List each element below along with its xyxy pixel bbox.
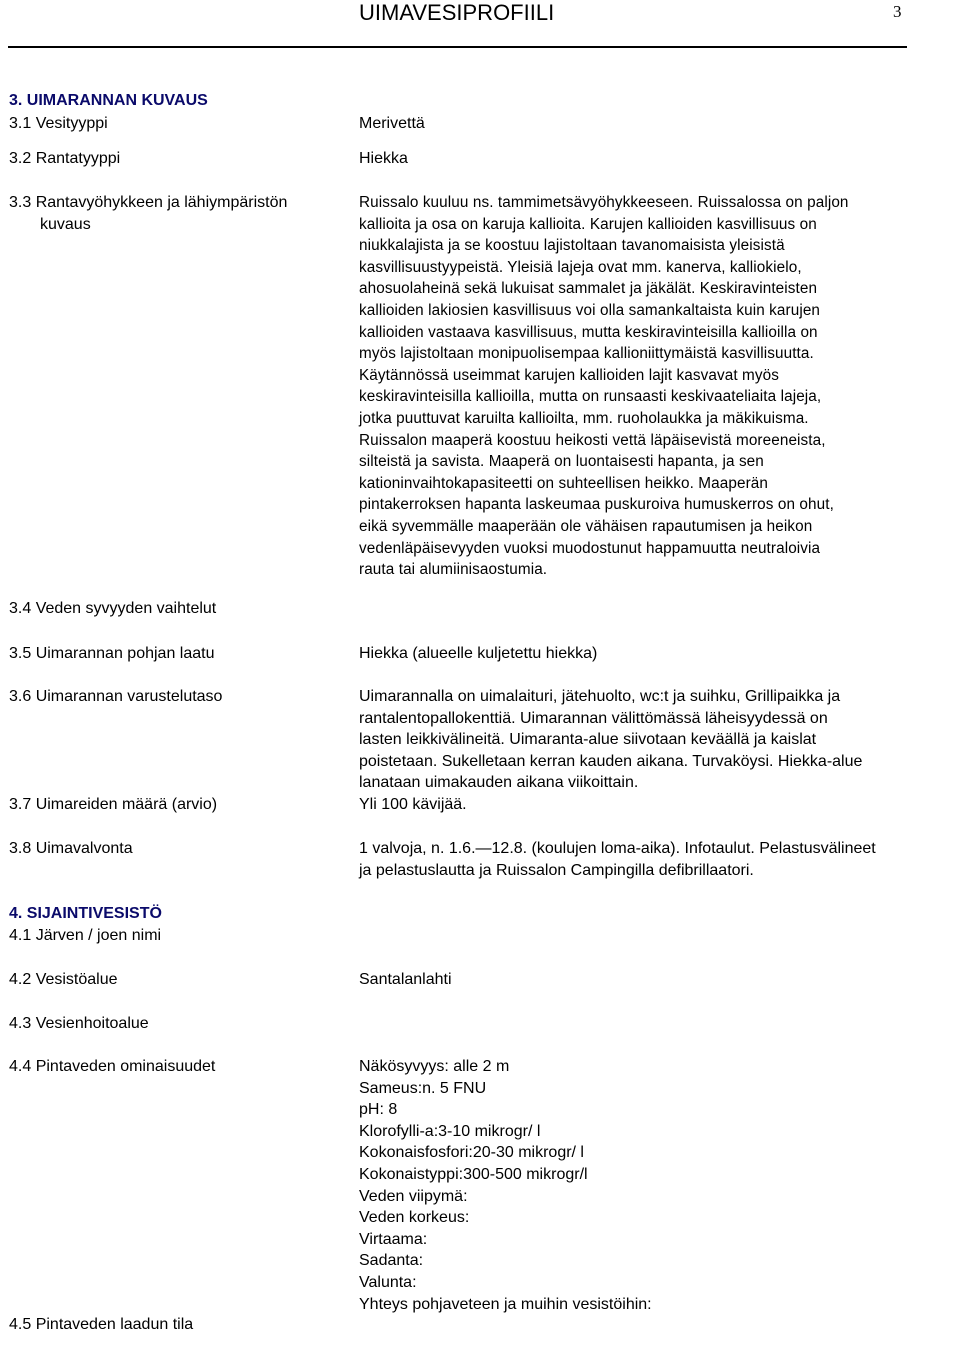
water-property-line: Kokonaistyppi:300-500 mikrogr/l — [359, 1165, 588, 1183]
description-line: kationinvaihtokapasiteetti on suhteellisen heikko. Maaperän — [359, 474, 768, 492]
water-property-line: pH: 8 — [359, 1101, 398, 1119]
description-line: ahosuolaheinä sekä lukuisat sammalet ja jäkälät. Keskiravinteisten — [359, 280, 818, 298]
document-title: UIMAVESIPROFIILI — [359, 0, 555, 25]
description-line: Ruissalo kuuluu ns. tammimetsävyöhykkeeseen. Ruissalossa on paljon — [359, 194, 849, 211]
field-label-shore-zone-line: 3.3 Rantavyöhykkeen ja lähiympäristön — [9, 194, 288, 211]
field-label-shore-zone — [9, 192, 339, 235]
field-label-beach-type: 3.2 Rantatyyppi — [9, 150, 121, 167]
header-divider — [8, 46, 907, 48]
water-property-line: Sadanta: — [359, 1252, 424, 1270]
field-value-water-type: Merivettä — [359, 115, 425, 132]
water-property-line: Kokonaisfosfori:20-30 mikrogr/ l — [359, 1144, 584, 1162]
facilities-line: poistetaan. Sukelletaan kerran kauden aikana. Turvaköysi. Hiekka-alue — [359, 752, 863, 770]
facilities-line: Uimarannalla on uimalaituri, jätehuolto, wc:t ja suihku, Grillipaikka ja — [359, 688, 841, 705]
field-label-water-management-area: 4.3 Vesienhoitoalue — [9, 1015, 149, 1032]
field-value-surface-water-properties — [359, 1056, 955, 1315]
description-line: jotka puuttuvat karuilta kallioilta, mm. ruoholaukka ja mäkikuisma. — [359, 409, 809, 427]
field-label-depth-variation: 3.4 Veden syvyyden vaihtelut — [9, 600, 217, 617]
facilities-line: lanataan uimakauden aikana viikoittain. — [359, 774, 639, 792]
description-line: Käytännössä useimmat karujen kallioiden lajit kasvavat myös — [359, 366, 779, 384]
description-line: kasvillisuustyypeistä. Yleisiä lajeja ovat mm. kanerva, kalliokielo, — [359, 258, 802, 276]
description-line: niukkalajista ja se koostuu lajistoltaan tavanomaisista yleisistä — [359, 237, 785, 255]
water-property-line: Yhteys pohjaveteen ja muihin vesistöihin: — [359, 1295, 652, 1313]
page-number: 3 — [893, 2, 902, 21]
facilities-line: lasten leikkivälineitä. Uimaranta-alue siivotaan keväällä ja kaislat — [359, 731, 817, 749]
description-line: myös lajistoltaan monipuolisempaa kallioniittymäistä kasvillisuutta. — [359, 345, 814, 363]
water-property-line: Näkösyvyys: alle 2 m — [359, 1058, 510, 1075]
field-value-swimmer-count: Yli 100 kävijää. — [359, 796, 467, 813]
description-line: silteistä ja savista. Maaperä on luontaisesti hapanta, ja sen — [359, 453, 764, 471]
water-property-line: Veden korkeus: — [359, 1209, 470, 1227]
facilities-line: rantalentopallokenttiä. Uimarannan välittömässä läheisyydessä on — [359, 709, 828, 727]
water-property-line: Klorofylli-a:3-10 mikrogr/ l — [359, 1122, 541, 1140]
field-value-shore-zone — [359, 192, 955, 581]
field-label-catchment: 4.2 Vesistöalue — [9, 971, 118, 988]
field-value-beach-type: Hiekka — [359, 150, 408, 167]
supervision-line: 1 valvoja, n. 1.6.—12.8. (koulujen loma-aika). Infotaulut. Pelastusvälineet — [359, 840, 876, 857]
supervision-line: ja pelastuslautta ja Ruissalon Campingilla defibrillaatori. — [359, 861, 754, 879]
field-value-facilities — [359, 686, 955, 794]
description-line: rauta tai alumiinisaostumia. — [359, 561, 548, 579]
water-property-line: Virtaama: — [359, 1230, 428, 1248]
field-label-swimmer-count: 3.7 Uimareiden määrä (arvio) — [9, 796, 218, 813]
field-value-catchment: Santalanlahti — [359, 971, 452, 988]
description-line: kallioita ja osa on karuja kallioita. Karujen kallioiden kasvillisuus on — [359, 215, 817, 233]
description-line: kallioiden vastaava kasvillisuus, mutta keskiravinteisilla kallioilla on — [359, 323, 818, 341]
field-value-bottom-quality: Hiekka (alueelle kuljetettu hiekka) — [359, 645, 598, 662]
field-label-surface-water-properties: 4.4 Pintaveden ominaisuudet — [9, 1058, 216, 1075]
field-label-supervision: 3.8 Uimavalvonta — [9, 840, 133, 857]
field-label-surface-water-quality-status: 4.5 Pintaveden laadun tila — [9, 1316, 194, 1333]
water-property-line: Sameus:n. 5 FNU — [359, 1079, 487, 1097]
field-value-supervision — [359, 838, 955, 881]
description-line: pintakerroksen hapanta laskeumaa puskuroiva humuskerros on ohut, — [359, 496, 834, 514]
description-line: kallioiden lakiosien kasvillisuus voi olla samankaltaista kuin karujen — [359, 301, 821, 319]
water-property-line: Valunta: — [359, 1273, 417, 1291]
field-label-facilities: 3.6 Uimarannan varustelutaso — [9, 688, 223, 705]
field-label-water-type: 3.1 Vesityyppi — [9, 115, 108, 132]
description-line: vedenläpäisevyyden vuoksi muodostunut happamuutta neutraloivia — [359, 539, 821, 557]
field-label-bottom-quality: 3.5 Uimarannan pohjan laatu — [9, 645, 215, 662]
section-3-heading: 3. UIMARANNAN KUVAUS — [9, 92, 208, 109]
water-property-line: Veden viipymä: — [359, 1187, 468, 1205]
description-line: eikä syvemmälle maaperään ole vähäisen rapautumisen ja heikon — [359, 517, 813, 535]
section-4-heading: 4. SIJAINTIVESISTÖ — [9, 905, 162, 922]
description-line: Ruissalon maaperä koostuu heikosti vettä läpäisevistä moreeneista, — [359, 431, 826, 449]
field-label-shore-zone-line: kuvaus — [40, 215, 91, 233]
field-label-lake-river-name: 4.1 Järven / joen nimi — [9, 927, 162, 944]
description-line: keskiravinteisilla kallioilla, mutta on runsaasti keskivaateliaita lajeja, — [359, 388, 822, 406]
